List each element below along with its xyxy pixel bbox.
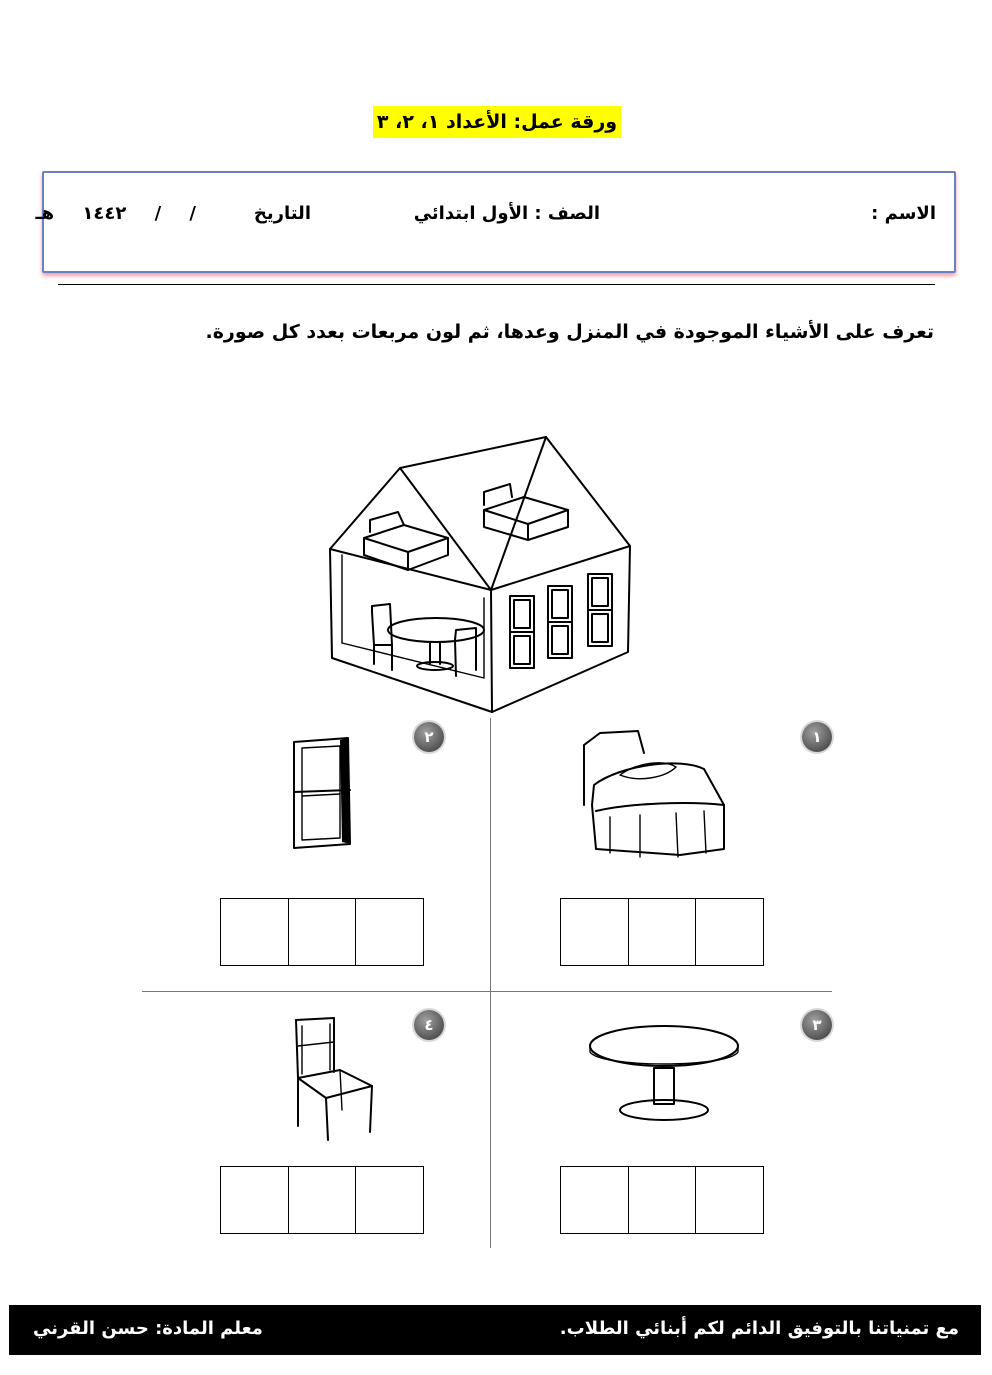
date-value: / / ١٤٤٢ هـ	[35, 203, 196, 224]
count-box[interactable]	[628, 1167, 696, 1233]
item-1-badge: ١	[802, 722, 832, 752]
count-box[interactable]	[355, 1167, 423, 1233]
date-label: التاريخ	[253, 203, 311, 224]
count-box[interactable]	[355, 899, 423, 965]
grade-label: الصف : الأول ابتدائي	[413, 203, 600, 224]
count-box[interactable]	[288, 1167, 356, 1233]
count-box[interactable]	[628, 899, 696, 965]
bed-icon	[580, 725, 730, 865]
item-1-count-boxes	[560, 898, 764, 966]
count-box[interactable]	[561, 899, 628, 965]
grid-horizontal-divider	[142, 991, 832, 992]
count-box[interactable]	[288, 899, 356, 965]
name-label: الاسم :	[871, 203, 936, 224]
item-4-count-boxes	[220, 1166, 424, 1234]
count-box[interactable]	[561, 1167, 628, 1233]
chair-icon	[288, 1014, 388, 1144]
table-icon	[588, 1022, 748, 1132]
item-2-badge: ٢	[414, 722, 444, 752]
item-4-badge: ٤	[414, 1010, 444, 1040]
grid-vertical-divider	[490, 718, 491, 1248]
instruction-text: تعرف على الأشياء الموجودة في المنزل وعدها، ثم لون مربعات بعدد كل صورة.	[205, 321, 934, 343]
item-3-count-boxes	[560, 1166, 764, 1234]
count-box[interactable]	[221, 1167, 288, 1233]
window-icon	[288, 736, 358, 856]
footer-bar	[9, 1305, 981, 1355]
footer-teacher: معلم المادة: حسن القرني	[33, 1318, 263, 1339]
item-3-badge: ٣	[802, 1010, 832, 1040]
worksheet-title: ورقة عمل: الأعداد ١، ٢، ٣	[373, 106, 621, 138]
count-box[interactable]	[695, 1167, 763, 1233]
footer-wish: مع تمنياتنا بالتوفيق الدائم لكم أبنائي الطلاب.	[559, 1318, 959, 1339]
item-2-count-boxes	[220, 898, 424, 966]
count-box[interactable]	[221, 899, 288, 965]
count-box[interactable]	[695, 899, 763, 965]
